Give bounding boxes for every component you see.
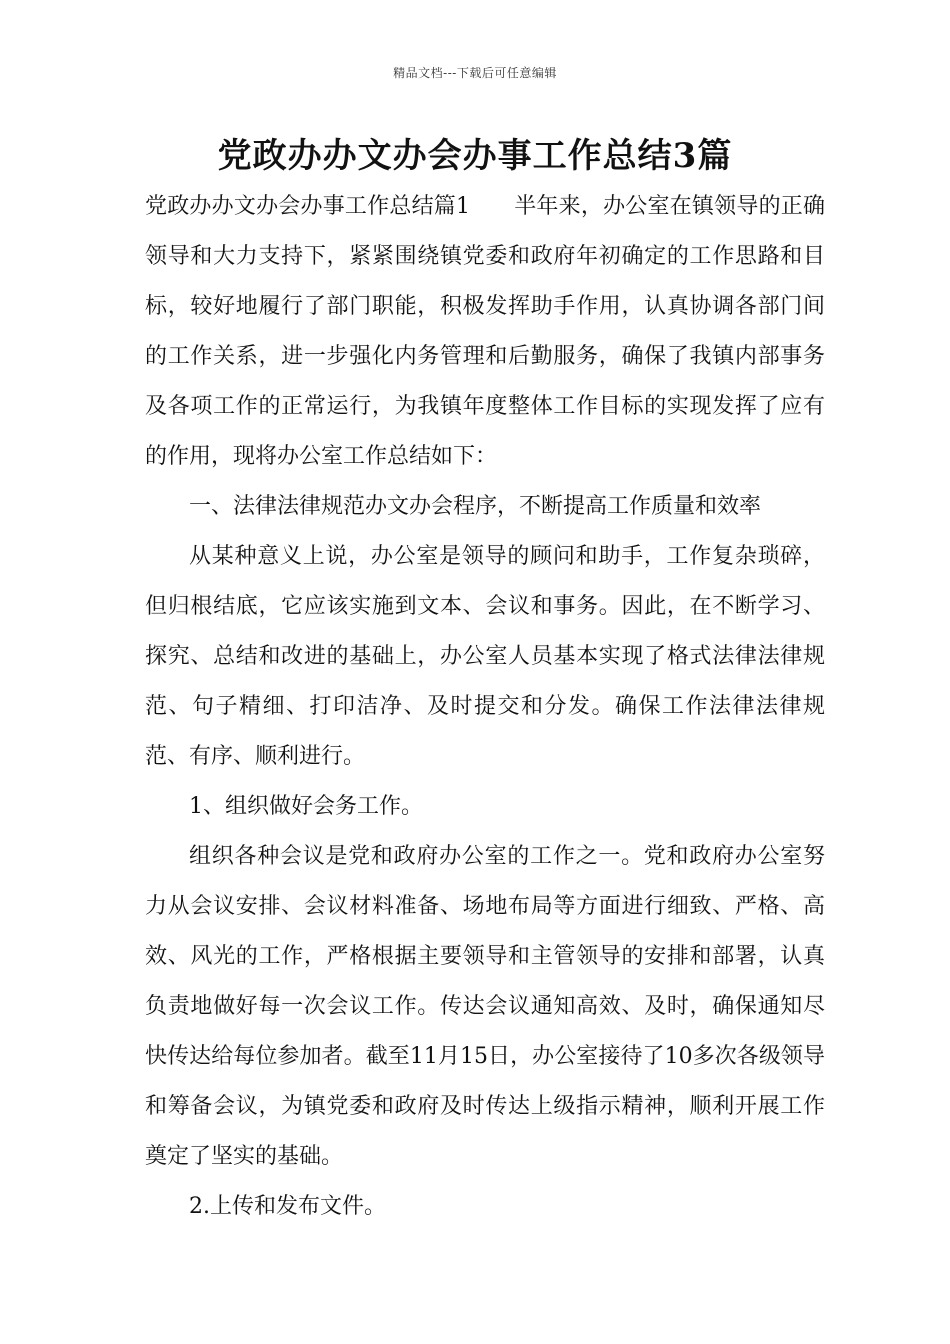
section-heading-1: 一、法律法律规范办文办会程序，不断提高工作质量和效率 [189,494,762,519]
document-body [145,182,825,1232]
document-title: 党政办办文办会办事工作总结3篇 [217,136,733,176]
subheading-meetings: 1、组织做好会务工作。 [189,794,423,819]
paragraph-text: 从某种意义上说，办公室是领导的顾问和助手，工作复杂琐碎，但归根结底，它应该实施到文本、会议和事务。因此，在不断学习、探究、总结和改进的基础上，办公室人员基本实现了格式法律法律规范、句子精细、打印洁净、及时提交和分发。确保工作法律法律规范、有序、顺利进行。 [145,544,825,769]
section-heading: 党政办办文办会办事工作总结篇1 [145,194,470,219]
document-header-note: 精品文档---下载后可任意编辑 [393,66,557,80]
subheading-documents: 2.上传和发布文件。 [189,1194,386,1219]
paragraph-text: 组织各种会议是党和政府办公室的工作之一。党和政府办公室努力从会议安排、会议材料准备、场地布局等方面进行细致、严格、高效、风光的工作，严格根据主要领导和主管领导的安排和部署，认真负责地做好每一次会议工作。传达会议通知高效、及时，确保通知尽快传达给每位参加者。截至11月15日，办公室接待了10多次各级领导和筹备会议，为镇党委和政府及时传达上级指示精神，顺利开展工作奠定了坚实的基础。 [145,844,825,1169]
paragraph-text: 半年来，办公室在镇领导的正确领导和大力支持下，紧紧围绕镇党委和政府年初确定的工作思路和目标，较好地履行了部门职能，积极发挥助手作用，认真协调各部门间的工作关系，进一步强化内务管理和后勤服务，确保了我镇内部事务及各项工作的正常运行，为我镇年度整体工作目标的实现发挥了应有的作用，现将办公室工作总结如下： [145,194,825,469]
intro-paragraph [145,182,825,482]
